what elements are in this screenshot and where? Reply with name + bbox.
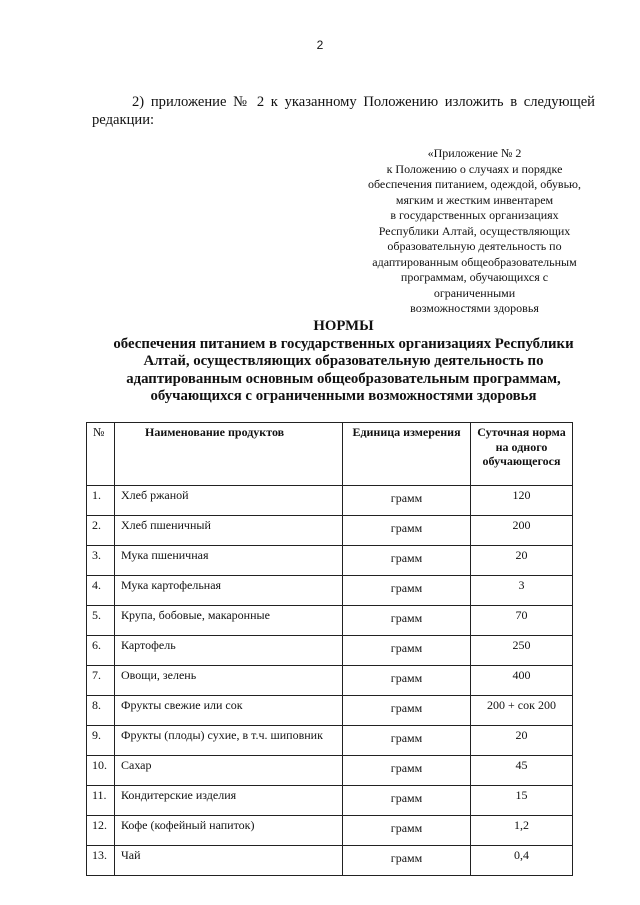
product-name: Фрукты свежие или сок <box>115 696 343 726</box>
appendix-line: обеспечения питанием, одеждой, обувью, <box>367 177 582 191</box>
table-row <box>87 486 573 516</box>
header-daily-norm: Суточная норма на одного обучающегося <box>471 423 573 486</box>
row-number: 6. <box>87 636 115 666</box>
unit-of-measure: грамм <box>343 576 471 606</box>
header-number: № <box>87 423 115 486</box>
row-number: 12. <box>87 816 115 846</box>
appendix-line: образовательную деятельность по <box>387 239 562 253</box>
appendix-line: ограниченными <box>433 285 516 300</box>
row-number: 10. <box>87 756 115 786</box>
header-unit: Единица измерения <box>343 423 471 486</box>
table-row <box>87 786 573 816</box>
product-name: Кофе (кофейный напиток) <box>115 816 343 846</box>
row-number: 3. <box>87 546 115 576</box>
unit-of-measure: грамм <box>343 666 471 696</box>
row-number: 7. <box>87 666 115 696</box>
heading-line: Алтай, осуществляющих образовательную деятельность по <box>143 353 544 370</box>
norms-table <box>86 422 573 876</box>
product-name: Чай <box>115 846 343 876</box>
table-row <box>87 696 573 726</box>
unit-of-measure: грамм <box>343 786 471 816</box>
row-number: 5. <box>87 606 115 636</box>
daily-norm-value: 250 <box>471 636 573 666</box>
product-name: Крупа, бобовые, макаронные <box>115 606 343 636</box>
appendix-reference <box>352 146 597 317</box>
appendix-line: к Положению о случаях и порядке <box>386 161 563 176</box>
daily-norm-value: 15 <box>471 786 573 816</box>
daily-norm-value: 0,4 <box>471 846 573 876</box>
table-body <box>87 486 573 876</box>
table-row <box>87 726 573 756</box>
daily-norm-value: 120 <box>471 486 573 516</box>
intro-paragraph: 2) приложение № 2 к указанному Положению изложить в следующей редакции: <box>92 94 595 128</box>
unit-of-measure: грамм <box>343 606 471 636</box>
page-number: 2 <box>316 38 324 52</box>
heading-line: адаптированным основным общеобразовательным программам, <box>126 370 561 387</box>
unit-of-measure: грамм <box>343 726 471 756</box>
appendix-line: Республики Алтай, осуществляющих <box>378 223 571 238</box>
row-number: 8. <box>87 696 115 726</box>
appendix-line: возможностями здоровья <box>410 301 539 315</box>
unit-of-measure: грамм <box>343 516 471 546</box>
heading-line: обеспечения питанием в государственных организациях Республики <box>113 335 574 352</box>
unit-of-measure: грамм <box>343 816 471 846</box>
row-number: 1. <box>87 486 115 516</box>
row-number: 2. <box>87 516 115 546</box>
table-row <box>87 756 573 786</box>
table-row <box>87 576 573 606</box>
table-row <box>87 666 573 696</box>
table-row <box>87 546 573 576</box>
daily-norm-value: 45 <box>471 756 573 786</box>
daily-norm-value: 20 <box>471 546 573 576</box>
unit-of-measure: грамм <box>343 636 471 666</box>
row-number: 13. <box>87 846 115 876</box>
product-name: Фрукты (плоды) сухие, в т.ч. шиповник <box>115 726 343 756</box>
table-row <box>87 516 573 546</box>
header-product-name: Наименование продуктов <box>115 423 343 486</box>
daily-norm-value: 200 <box>471 516 573 546</box>
row-number: 9. <box>87 726 115 756</box>
unit-of-measure: грамм <box>343 756 471 786</box>
unit-of-measure: грамм <box>343 486 471 516</box>
row-number: 4. <box>87 576 115 606</box>
product-name: Хлеб пшеничный <box>115 516 343 546</box>
product-name: Мука пшеничная <box>115 546 343 576</box>
table-header-row <box>87 423 573 486</box>
heading-line: обучающихся с ограниченными возможностями здоровья <box>150 388 537 405</box>
appendix-line: мягким и жестким инвентарем <box>395 192 554 207</box>
appendix-line: программам, обучающихся с <box>400 270 549 284</box>
table-row <box>87 816 573 846</box>
row-number: 11. <box>87 786 115 816</box>
daily-norm-value: 1,2 <box>471 816 573 846</box>
unit-of-measure: грамм <box>343 846 471 876</box>
unit-of-measure: грамм <box>343 546 471 576</box>
heading-title: НОРМЫ <box>313 318 374 334</box>
product-name: Овощи, зелень <box>115 666 343 696</box>
appendix-line: «Приложение № 2 <box>427 146 522 160</box>
table-row <box>87 846 573 876</box>
product-name: Картофель <box>115 636 343 666</box>
product-name: Сахар <box>115 756 343 786</box>
daily-norm-value: 70 <box>471 606 573 636</box>
product-name: Кондитерские изделия <box>115 786 343 816</box>
appendix-line: в государственных организациях <box>390 208 559 222</box>
daily-norm-value: 3 <box>471 576 573 606</box>
product-name: Хлеб ржаной <box>115 486 343 516</box>
table-row <box>87 606 573 636</box>
daily-norm-value: 200 + сок 200 <box>471 696 573 726</box>
daily-norm-value: 20 <box>471 726 573 756</box>
product-name: Мука картофельная <box>115 576 343 606</box>
table-row <box>87 636 573 666</box>
appendix-line: адаптированным общеобразовательным <box>372 254 577 269</box>
daily-norm-value: 400 <box>471 666 573 696</box>
unit-of-measure: грамм <box>343 696 471 726</box>
document-heading <box>92 318 595 406</box>
